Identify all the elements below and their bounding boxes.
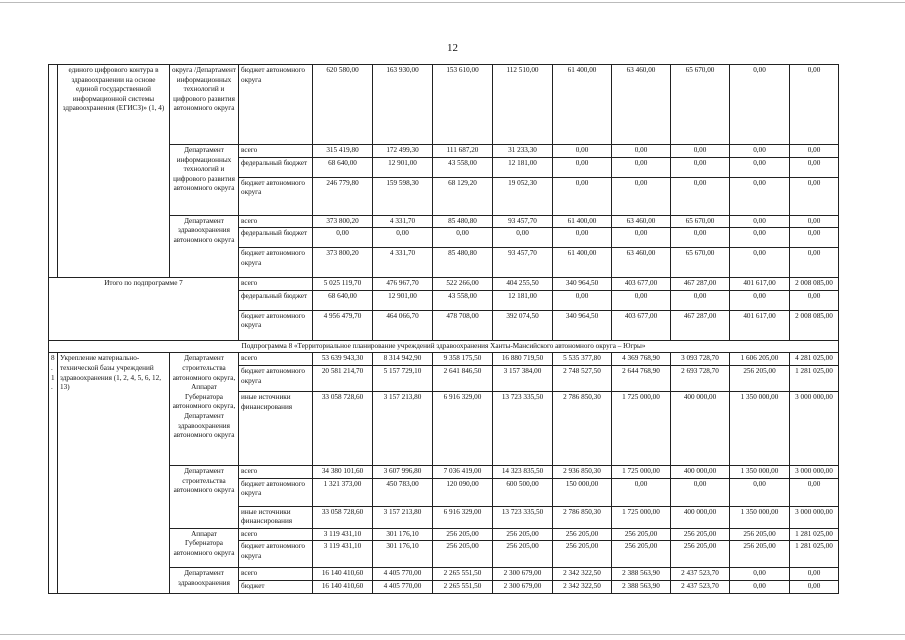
value-cell: 2 644 768,90 [612,365,671,391]
value-cell: 9 358 175,50 [433,353,493,366]
source-cell: бюджет автономного округа [239,65,313,145]
source-cell: федеральный бюджет [239,290,313,310]
value-cell: 65 670,00 [671,248,730,278]
source-cell: федеральный бюджет [239,228,313,248]
source-cell: иные источники финансирования [239,506,313,528]
value-cell: 1 350 000,00 [730,391,790,465]
value-cell: 3 607 996,80 [373,465,433,478]
value-cell: 34 380 101,60 [313,465,373,478]
value-cell: 1 281 025,00 [790,541,839,568]
value-cell: 0,00 [790,157,839,177]
value-cell: 16 140 410,60 [313,580,373,593]
value-cell: 68 640,00 [313,290,373,310]
source-cell: всего [239,145,313,158]
executor-cell: Аппарат Губернатора автономного округа [170,528,239,568]
source-cell: всего [239,278,313,291]
value-cell: 4 369 768,90 [612,353,671,366]
value-cell: 256 205,00 [612,528,671,541]
value-cell: 153 610,00 [433,65,493,145]
source-cell: федеральный бюджет [239,157,313,177]
value-cell: 0,00 [612,157,671,177]
value-cell: 0,00 [790,568,839,581]
value-cell: 3 119 431,10 [313,541,373,568]
value-cell: 43 558,00 [433,290,493,310]
value-cell: 2 300 679,00 [493,568,553,581]
value-cell: 12 181,00 [493,290,553,310]
value-cell: 65 670,00 [671,65,730,145]
value-cell: 16 140 410,60 [313,568,373,581]
value-cell: 0,00 [790,145,839,158]
value-cell: 63 460,00 [612,65,671,145]
value-cell: 1 725 000,00 [612,391,671,465]
value-cell: 0,00 [612,145,671,158]
value-cell: 5 025 119,70 [313,278,373,291]
value-cell: 467 287,00 [671,278,730,291]
value-cell: 0,00 [612,228,671,248]
value-cell: 6 916 329,00 [433,506,493,528]
value-cell: 2 693 728,70 [671,365,730,391]
value-cell: 478 708,00 [433,310,493,340]
value-cell: 340 964,50 [553,310,612,340]
value-cell: 2 008 085,00 [790,278,839,291]
executor-cell: Департамент строительства автономного округа [170,465,239,528]
value-cell: 0,00 [790,478,839,506]
value-cell: 0,00 [730,568,790,581]
value-cell: 33 058 728,60 [313,391,373,465]
value-cell: 1 350 000,00 [730,506,790,528]
value-cell: 256 205,00 [433,541,493,568]
value-cell: 522 266,00 [433,278,493,291]
value-cell: 2 388 563,90 [612,568,671,581]
value-cell: 2 748 527,50 [553,365,612,391]
value-cell: 256 205,00 [612,541,671,568]
value-cell: 3 000 000,00 [790,391,839,465]
value-cell: 1 321 373,00 [313,478,373,506]
bottom-scan-edge [0,634,905,635]
executor-cell: Департамент строительства автономного округа, Аппарат Губернатора автономного округа, Департамент здравоохранения автономного округа [170,353,239,466]
value-cell: 301 176,10 [373,541,433,568]
value-cell: 13 723 335,50 [493,391,553,465]
source-cell: бюджет автономного округа [239,177,313,215]
value-cell: 0,00 [790,290,839,310]
value-cell: 400 000,00 [671,391,730,465]
value-cell: 392 074,50 [493,310,553,340]
value-cell: 1 606 205,00 [730,353,790,366]
value-cell: 0,00 [730,478,790,506]
value-cell: 4 405 770,00 [373,568,433,581]
value-cell: 256 205,00 [553,541,612,568]
value-cell: 0,00 [671,478,730,506]
value-cell: 0,00 [313,228,373,248]
value-cell: 85 480,80 [433,215,493,228]
value-cell: 14 323 835,50 [493,465,553,478]
value-cell: 12 901,00 [373,157,433,177]
value-cell: 1 281 025,00 [790,528,839,541]
value-cell: 0,00 [493,228,553,248]
value-cell: 450 783,00 [373,478,433,506]
value-cell: 93 457,70 [493,248,553,278]
value-cell: 246 779,80 [313,177,373,215]
value-cell: 0,00 [671,228,730,248]
source-cell: бюджет автономного округа [239,310,313,340]
value-cell: 2 342 322,50 [553,580,612,593]
value-cell: 2 786 850,30 [553,391,612,465]
value-cell: 0,00 [790,580,839,593]
value-cell: 61 400,00 [553,65,612,145]
value-cell: 2 936 850,30 [553,465,612,478]
value-cell: 3 119 431,10 [313,528,373,541]
value-cell: 0,00 [730,145,790,158]
value-cell: 476 967,70 [373,278,433,291]
source-cell: бюджет автономного округа [239,248,313,278]
value-cell: 340 964,50 [553,278,612,291]
executor-cell: Департамент здравоохранения [170,568,239,593]
value-cell: 0,00 [373,228,433,248]
value-cell: 1 350 000,00 [730,465,790,478]
value-cell: 403 677,00 [612,278,671,291]
value-cell: 2 008 085,00 [790,310,839,340]
value-cell: 467 287,00 [671,310,730,340]
value-cell: 0,00 [612,290,671,310]
value-cell: 0,00 [730,157,790,177]
table-row [49,340,839,353]
value-cell: 150 000,00 [553,478,612,506]
value-cell: 2 437 523,70 [671,580,730,593]
value-cell: 19 052,30 [493,177,553,215]
value-cell: 4 281 025,00 [790,353,839,366]
table-row [49,278,839,291]
value-cell: 2 437 523,70 [671,568,730,581]
executor-cell: Департамент информационных технологий и цифрового развития автономного округа [170,145,239,216]
value-cell: 163 930,00 [373,65,433,145]
value-cell: 12 181,00 [493,157,553,177]
page-number: 12 [447,42,458,54]
value-cell: 0,00 [730,215,790,228]
value-cell: 256 205,00 [493,541,553,568]
value-cell: 3 093 728,70 [671,353,730,366]
value-cell: 63 460,00 [612,215,671,228]
value-cell: 0,00 [790,177,839,215]
value-cell: 256 205,00 [730,541,790,568]
value-cell: 0,00 [553,157,612,177]
value-cell: 12 901,00 [373,290,433,310]
value-cell: 401 617,00 [730,278,790,291]
table-row [49,353,839,366]
value-cell: 2 388 563,90 [612,580,671,593]
source-cell: всего [239,465,313,478]
value-cell: 0,00 [790,248,839,278]
value-cell: 20 581 214,70 [313,365,373,391]
value-cell: 0,00 [730,290,790,310]
value-cell: 65 670,00 [671,215,730,228]
source-cell: бюджет автономного округа [239,365,313,391]
value-cell: 0,00 [730,177,790,215]
value-cell: 2 265 551,50 [433,580,493,593]
value-cell: 256 205,00 [553,528,612,541]
value-cell: 1 725 000,00 [612,506,671,528]
value-cell: 401 617,00 [730,310,790,340]
source-cell: всего [239,528,313,541]
value-cell: 464 066,70 [373,310,433,340]
value-cell: 373 800,20 [313,248,373,278]
value-cell: 0,00 [671,290,730,310]
subprogram-title: Подпрограмма 8 «Территориальное планирование учреждений здравоохранения Ханты-Мансийского автономного округа – Югры» [49,340,839,353]
value-cell: 0,00 [553,145,612,158]
value-cell: 111 687,20 [433,145,493,158]
top-scan-edge [0,2,905,3]
value-cell: 3 157 213,80 [373,391,433,465]
value-cell: 93 457,70 [493,215,553,228]
value-cell: 43 558,00 [433,157,493,177]
value-cell: 3 000 000,00 [790,465,839,478]
value-cell: 0,00 [730,228,790,248]
value-cell: 16 880 719,50 [493,353,553,366]
value-cell: 0,00 [433,228,493,248]
row-number-cell [49,65,58,278]
value-cell: 3 157 384,00 [493,365,553,391]
value-cell: 0,00 [553,177,612,215]
value-cell: 0,00 [553,228,612,248]
value-cell: 2 300 679,00 [493,580,553,593]
value-cell: 85 480,80 [433,248,493,278]
value-cell: 120 090,00 [433,478,493,506]
value-cell: 256 205,00 [671,541,730,568]
value-cell: 301 176,10 [373,528,433,541]
value-cell: 256 205,00 [730,528,790,541]
value-cell: 620 580,00 [313,65,373,145]
value-cell: 4 331,70 [373,215,433,228]
value-cell: 2 342 322,50 [553,568,612,581]
value-cell: 404 255,50 [493,278,553,291]
value-cell: 5 157 729,10 [373,365,433,391]
executor-cell: округа /Департамент информационных технологий и цифрового развития автономного округа [170,65,239,145]
value-cell: 0,00 [671,177,730,215]
value-cell: 68 640,00 [313,157,373,177]
value-cell: 33 058 728,60 [313,506,373,528]
source-cell: иные источники финансирования [239,391,313,465]
source-cell: бюджет [239,580,313,593]
value-cell: 0,00 [612,478,671,506]
value-cell: 315 419,80 [313,145,373,158]
value-cell: 400 000,00 [671,465,730,478]
source-cell: бюджет автономного округа [239,541,313,568]
value-cell: 61 400,00 [553,248,612,278]
value-cell: 400 000,00 [671,506,730,528]
value-cell: 1 725 000,00 [612,465,671,478]
value-cell: 256 205,00 [671,528,730,541]
value-cell: 0,00 [671,145,730,158]
value-cell: 6 916 329,00 [433,391,493,465]
source-cell: всего [239,353,313,366]
value-cell: 2 265 551,50 [433,568,493,581]
value-cell: 3 000 000,00 [790,506,839,528]
event-cell: единого цифрового контура в здравоохранении на основе единой государственной информационной системы здравоохранения (ЕГИСЗ)» (1, 4) [58,65,170,278]
value-cell: 0,00 [790,215,839,228]
source-cell: всего [239,215,313,228]
value-cell: 61 400,00 [553,215,612,228]
value-cell: 4 956 479,70 [313,310,373,340]
value-cell: 68 129,20 [433,177,493,215]
value-cell: 112 510,00 [493,65,553,145]
value-cell: 159 598,30 [373,177,433,215]
value-cell: 600 500,00 [493,478,553,506]
value-cell: 0,00 [730,65,790,145]
value-cell: 0,00 [730,248,790,278]
value-cell: 256 205,00 [730,365,790,391]
executor-cell: Департамент здравоохранения автономного округа [170,215,239,278]
value-cell: 403 677,00 [612,310,671,340]
row-number-cell: 8.1. [49,353,58,593]
value-cell: 0,00 [671,157,730,177]
source-cell: бюджет автономного округа [239,478,313,506]
value-cell: 256 205,00 [433,528,493,541]
subtotal-label: Итого по подпрограмме 7 [49,278,239,341]
value-cell: 0,00 [612,177,671,215]
value-cell: 13 723 335,50 [493,506,553,528]
value-cell: 0,00 [553,290,612,310]
event-cell: Укрепление материально-технической базы учреждений здравоохранения (1, 2, 4, 5, 6, 12, 13) [58,353,170,593]
value-cell: 0,00 [790,228,839,248]
value-cell: 256 205,00 [493,528,553,541]
value-cell: 1 281 025,00 [790,365,839,391]
value-cell: 7 036 419,00 [433,465,493,478]
table-row [49,65,839,145]
value-cell: 373 800,20 [313,215,373,228]
value-cell: 5 535 377,80 [553,353,612,366]
value-cell: 4 331,70 [373,248,433,278]
value-cell: 2 786 850,30 [553,506,612,528]
value-cell: 8 314 942,90 [373,353,433,366]
value-cell: 0,00 [730,580,790,593]
value-cell: 63 460,00 [612,248,671,278]
value-cell: 0,00 [790,65,839,145]
budget-table [48,64,839,594]
source-cell: всего [239,568,313,581]
value-cell: 172 499,30 [373,145,433,158]
value-cell: 53 639 943,30 [313,353,373,366]
value-cell: 4 405 770,00 [373,580,433,593]
value-cell: 3 157 213,80 [373,506,433,528]
value-cell: 2 641 846,50 [433,365,493,391]
value-cell: 31 233,30 [493,145,553,158]
